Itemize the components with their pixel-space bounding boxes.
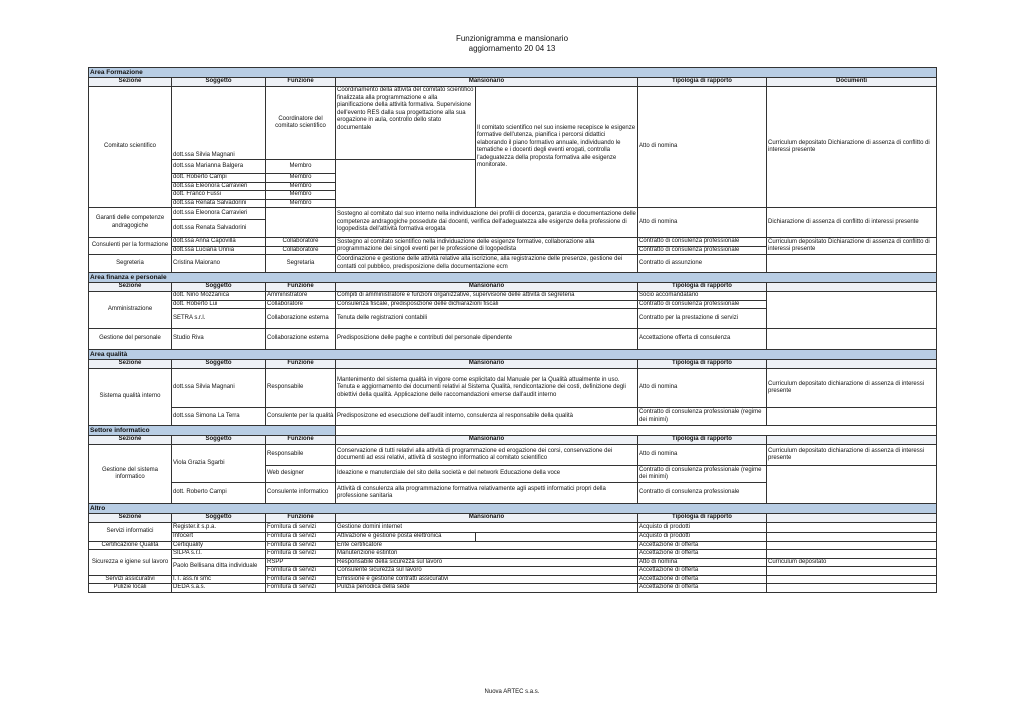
mansione-cell: Pulizia periodica della sede — [336, 584, 476, 593]
tipologia-cell: Contratto di consulenza professionale (regime dei minimi) — [638, 408, 767, 426]
soggetto-cell: dott.ssa Eleonora Carravieri — [172, 208, 266, 220]
tipologia-cell: Socio accomandatario — [638, 292, 767, 301]
mansione-cell: Responsabile della sicurezza sul lavoro — [336, 558, 476, 567]
tipologia-cell: Atto di nomina — [638, 445, 767, 466]
soggetto-cell: I.T. ass.ni smc — [172, 575, 266, 584]
header-sezione: Sezione — [89, 514, 172, 523]
soggetto-cell: dott.ssa Luciana Unnia — [172, 246, 266, 255]
tipologia-cell: Acquisto di prodotti — [638, 533, 767, 542]
header-funzione: Funzione — [266, 283, 336, 292]
tipologia-cell: Atto di nomina — [638, 558, 767, 567]
mansione-cell: Consulente sicurezza sul lavoro — [336, 567, 476, 576]
funzione-cell: Consulente informatico — [266, 483, 336, 504]
tipologia-cell: Accettazione di offerta — [638, 550, 767, 559]
funzione-cell: Responsabile — [266, 369, 336, 408]
empty-header — [767, 436, 937, 445]
mansione-cell: Attivazione e gestione posta elettronica — [336, 533, 476, 542]
soggetto-cell: dott.ssa Silvia Magnani — [172, 87, 266, 160]
mansione-cell: Tenuta delle registrazioni contabili — [336, 309, 638, 329]
soggetto-cell: Cristina Maiorano — [172, 255, 266, 273]
documenti-cell: Curriculum depositato Dichiarazione di assenza di conflitto di interessi presente — [767, 238, 937, 255]
documenti-cell — [767, 255, 937, 273]
soggetto-cell: dott.ssa Anna Capovilla — [172, 238, 266, 247]
funzione-cell: Fornitura di servizi — [266, 584, 336, 593]
tipologia-cell: Contratto di consulenza professionale — [638, 246, 767, 255]
header-tipologia: Tipologia di rapporto — [638, 360, 767, 369]
mansione-cell: Ideazione e manutenziale del sito della società e del network Educazione della voce — [336, 466, 638, 483]
sezione-cell: Certificazione Qualità — [89, 541, 172, 550]
header-mansionario: Mansionario — [336, 283, 638, 292]
header-row — [89, 514, 937, 523]
header-soggetto: Soggetto — [172, 436, 266, 445]
title-line-1: Funzionigramma e mansionario — [455, 34, 569, 43]
tipologia-cell: Contratto di assunzione — [638, 255, 767, 273]
table-row — [89, 238, 937, 247]
empty-cell — [767, 584, 937, 593]
sezione-cell: Comitato scientifico — [89, 87, 172, 208]
mansione-cell: Coordinamento della attività del comitato scientifico finalizzata alla programmazione e alla pianificazione della attività formativa. Supervisione dell'evento RES dalla sua progettazione alla sua erogazione in aula, controllo dello stato documentale — [336, 87, 476, 160]
mansione-cell: Consulenza fiscale, predisposizione delle dichiarazioni fiscali — [336, 300, 638, 309]
tipologia-cell: Contratto di consulenza professionale — [638, 300, 767, 309]
soggetto-cell: dott.ssa Simona La Terra — [172, 408, 266, 426]
soggetto-cell: dott.ssa Renata Salvadorini — [172, 199, 266, 208]
sezione-cell: Sicurezza e igiene sul lavoro — [89, 550, 172, 576]
soggetto-cell: SILPA s.r.l. — [172, 550, 266, 559]
soggetto-cell: dott. Roberto Lui — [172, 300, 266, 309]
soggetto-cell: Studio Riva — [172, 329, 266, 350]
header-funzione: Funzione — [266, 514, 336, 523]
soggetto-cell: dott. Roberto Campi — [172, 174, 266, 183]
empty-cell — [476, 584, 638, 593]
soggetto-cell: Paolo Bellisana ditta individuale — [172, 558, 266, 575]
sezione-cell: Segreteria — [89, 255, 172, 273]
funzione-cell: Membro — [266, 199, 336, 208]
area-row-qualita — [89, 350, 937, 360]
funzione-cell: Collaborazione esterna — [266, 309, 336, 329]
table-row — [89, 445, 937, 466]
mansione-cell: Il comitato scientifico nel suo insieme recepisce le esigenze formative dell'utenza, pianifica i percorsi didattici elaborando il piano formativo annuale, individuando le tematiche e i docenti degli eventi erogati, controlla l'adeguatezza della proposta formativa alle esigenze monitorate. — [476, 87, 638, 208]
empty-header — [767, 514, 937, 523]
header-mansionario: Mansionario — [336, 514, 638, 523]
soggetto-cell: SETRA s.r.l. — [172, 309, 266, 329]
empty-cell — [767, 575, 937, 584]
header-funzione: Funzione — [266, 360, 336, 369]
tipologia-cell: Contratto per la prestazione di servizi — [638, 309, 767, 329]
mansione-cell: Conservazione di tutti relativi alla attività di programmazione ed erogazione dei corsi, conservazione dei documenti ad essi relativi, attività di sostegno informatico al comitato scientifico — [336, 445, 638, 466]
mansione-cell: Mantenimento del sistema qualità in vigore come esplicitato dal Manuale per la Qualità attualmente in uso. Tenuta e aggiornamento dei documenti relativi al Sistema Qualità, rendicontazione dei costi, definizione degli obiettivi della qualità. Applicazione delle raccomandazioni emerse dall'audit interno — [336, 369, 638, 408]
table-row — [89, 87, 937, 160]
mansione-cell: Attività di consulenza alla programmazione formativa relativamente agli aspetti informatici propri della professione sanitaria — [336, 483, 638, 504]
header-row — [89, 283, 937, 292]
funzione-cell: Collaboratore — [266, 300, 336, 309]
area-title: Altro — [89, 504, 937, 514]
mansione-cell: Coordinazione e gestione delle attività relative alla iscrizione, alla registrazione delle presenze, gestione dei contatti col pubblico, predisposizione della documentazione ecm — [336, 255, 638, 273]
mansione-cell: Emissione e gestione contratti assicurativi — [336, 575, 476, 584]
table-row — [89, 369, 937, 408]
header-row — [89, 78, 937, 87]
tipologia-cell: Accettazione di offerta — [638, 584, 767, 593]
mansione-cell: Sostegno al comitato dal suo interno nella individuazione dei profili di docenza, garanzia e documentazione delle competenze andragogiche possedute dai docenti, verifica dell'adeguatezza alle esigenze della professione di logopedista dell'attività formativa erogata — [336, 208, 638, 238]
empty-cell — [767, 523, 937, 533]
header-sezione: Sezione — [89, 436, 172, 445]
header-funzione: Funzione — [266, 436, 336, 445]
header-tipologia: Tipologia di rapporto — [638, 283, 767, 292]
table-row — [89, 533, 937, 542]
area-row-informatico — [89, 426, 937, 436]
header-mansionario: Mansionario — [336, 78, 638, 87]
table-row — [89, 255, 937, 273]
soggetto-cell: dott.ssa Marianna Balgera — [172, 160, 266, 174]
sezione-cell: Sistema qualità interno — [89, 369, 172, 426]
header-sezione: Sezione — [89, 78, 172, 87]
funzione-cell: Amministratore — [266, 292, 336, 301]
mansione-cell: Compiti di amministratore e funzioni organizzative, supervisione delle attività di segreteria — [336, 292, 638, 301]
header-sezione: Sezione — [89, 283, 172, 292]
header-tipologia: Tipologia di rapporto — [638, 514, 767, 523]
header-mansionario: Mansionario — [336, 360, 638, 369]
soggetto-cell: Infocert — [172, 533, 266, 542]
funzione-cell: Segretaria — [266, 255, 336, 273]
tipologia-cell: Atto di nomina — [638, 369, 767, 408]
empty-cell — [767, 550, 937, 559]
table-row — [89, 329, 937, 350]
funzione-cell: Membro — [266, 182, 336, 191]
funzione-cell: Collaboratore — [266, 238, 336, 247]
header-sezione: Sezione — [89, 360, 172, 369]
funzione-cell: Fornitura di servizi — [266, 550, 336, 559]
table-row — [89, 292, 937, 301]
soggetto-cell: dott. Roberto Campi — [172, 483, 266, 504]
sezione-cell: Garanti delle competenze andragogiche — [89, 208, 172, 238]
empty-header — [767, 283, 937, 292]
empty-cell — [266, 208, 336, 238]
soggetto-cell: dott.ssa Silvia Magnani — [172, 369, 266, 408]
area-row-altro — [89, 504, 937, 514]
table-row — [89, 208, 937, 220]
sezione-cell: Pulizie locali — [89, 584, 172, 593]
page-title — [0, 34, 1024, 54]
sezione-cell: Gestione del sistema informatico — [89, 445, 172, 504]
empty-cell — [476, 558, 638, 567]
area-row-finanza — [89, 273, 937, 283]
header-documenti: Documenti — [767, 78, 937, 87]
soggetto-cell: DEDA s.a.s. — [172, 584, 266, 593]
empty-cell — [767, 466, 937, 504]
table-row — [89, 575, 937, 584]
sezione-cell: Amministrazione — [89, 292, 172, 329]
soggetto-cell: Viola Grazia Sgarbi — [172, 445, 266, 483]
empty-cell — [476, 523, 638, 533]
tipologia-cell: Accettazione offerta di consulenza — [638, 329, 767, 350]
header-funzione: Funzione — [266, 78, 336, 87]
funzione-cell: Fornitura di servizi — [266, 533, 336, 542]
documenti-cell: Dichiarazione di assenza di conflitto di interessi presente — [767, 208, 937, 238]
documenti-cell: Curriculum depositato dichiarazione di assenza di interessi presente — [767, 369, 937, 408]
empty-cell — [476, 567, 638, 576]
soggetto-cell: dott. Franco Fussi — [172, 191, 266, 200]
tipologia-cell: Contratto di consulenza professionale (regime dei minimi) — [638, 466, 767, 483]
tipologia-cell: Acquisto di prodotti — [638, 523, 767, 533]
table-row — [89, 523, 937, 533]
sezione-cell: Consulenti per la formazione — [89, 238, 172, 255]
mansione-cell: Ente certificatore — [336, 541, 476, 550]
funzione-cell: Fornitura di servizi — [266, 541, 336, 550]
empty-cell — [336, 426, 937, 436]
area-row-formazione — [89, 68, 937, 78]
empty-cell — [336, 160, 476, 208]
empty-cell — [476, 550, 638, 559]
tipologia-cell: Contratto di consulenza professionale — [638, 238, 767, 247]
table-row — [89, 550, 937, 559]
funzione-cell: RSPP — [266, 558, 336, 567]
empty-cell — [476, 575, 638, 584]
empty-cell — [767, 329, 937, 350]
funzione-cell: Responsabile — [266, 445, 336, 466]
header-tipologia: Tipologia di rapporto — [638, 436, 767, 445]
mansione-cell: Sostegno al comitato scientifico nella individuazione delle esigenze formative, collaborazione alla programmazione dei singoli eventi per le professione di logopedista — [336, 238, 638, 255]
mansione-cell: Manutenzione estintori — [336, 550, 476, 559]
funzione-cell: Collaborazione esterna — [266, 329, 336, 350]
header-soggetto: Soggetto — [172, 360, 266, 369]
documenti-cell: Curriculum depositato — [767, 558, 937, 567]
tipologia-cell: Accettazione di offerta — [638, 567, 767, 576]
funzione-cell: Web designer — [266, 466, 336, 483]
area-title: Area Formazione — [89, 68, 937, 78]
soggetto-cell: Register.it s.p.a. — [172, 523, 266, 533]
footer-text: Nuova ARTEC s.a.s. — [484, 689, 540, 695]
table-row — [89, 558, 937, 567]
empty-header — [767, 360, 937, 369]
table-row — [89, 584, 937, 593]
header-soggetto: Soggetto — [172, 78, 266, 87]
org-table — [88, 67, 937, 593]
tipologia-cell: Atto di nomina — [638, 208, 767, 238]
tipologia-cell: Accettazione di offerta — [638, 541, 767, 550]
area-title: Area finanza e personale — [89, 273, 937, 283]
funzione-cell: Collaboratore — [266, 246, 336, 255]
table-row — [89, 541, 937, 550]
area-title: Area qualità — [89, 350, 937, 360]
header-mansionario: Mansionario — [336, 436, 638, 445]
header-soggetto: Soggetto — [172, 283, 266, 292]
mansione-cell: Predisposizone ed esecuzione dell'audit interno, consulenza al responsabile della qualità — [336, 408, 638, 426]
empty-cell — [476, 533, 638, 542]
funzione-cell: Membro — [266, 160, 336, 174]
sezione-cell: Servizi assicurativi — [89, 575, 172, 584]
tipologia-cell: Atto di nomina — [638, 87, 767, 208]
documenti-cell: Curriculum depositato dichiarazione di assenza di interessi presente — [767, 445, 937, 466]
empty-cell — [767, 533, 937, 542]
mansione-cell: Gestione domini internet — [336, 523, 476, 533]
funzione-cell: Fornitura di servizi — [266, 567, 336, 576]
empty-cell — [767, 408, 937, 426]
documenti-cell: Curriculum depositato Dichiarazione di assenza di conflitto di interessi presente — [767, 87, 937, 208]
funzione-cell: Coordinatore del comitato scientifico — [266, 87, 336, 160]
soggetto-cell: dott.ssa Eleonora Carravieri — [172, 182, 266, 191]
funzione-cell: Consulente per la qualità — [266, 408, 336, 426]
soggetto-cell: dott.ssa Renata Salvadorini — [172, 220, 266, 238]
funzione-cell: Membro — [266, 191, 336, 200]
area-title: Settore informatico — [89, 426, 336, 436]
title-line-2: aggiornamento 20 04 13 — [468, 44, 556, 53]
empty-cell — [767, 541, 937, 550]
funzione-cell: Membro — [266, 174, 336, 183]
tipologia-cell: Accettazione di offerta — [638, 575, 767, 584]
mansione-cell: Predisposizione delle paghe e contributi del personale dipendente — [336, 329, 638, 350]
header-row — [89, 360, 937, 369]
table-row — [89, 408, 937, 426]
sezione-cell: Gestione del personale — [89, 329, 172, 350]
header-tipologia: Tipologia di rapporto — [638, 78, 767, 87]
empty-cell — [767, 567, 937, 576]
header-soggetto: Soggetto — [172, 514, 266, 523]
funzione-cell: Fornitura di servizi — [266, 523, 336, 533]
empty-cell — [476, 541, 638, 550]
sezione-cell: Servizi informatici — [89, 523, 172, 542]
tipologia-cell: Contratto di consulenza professionale — [638, 483, 767, 504]
soggetto-cell: Certiquality — [172, 541, 266, 550]
funzione-cell: Fornitura di servizi — [266, 575, 336, 584]
empty-cell — [767, 292, 937, 329]
soggetto-cell: dott. Nino Mozzanica — [172, 292, 266, 301]
header-row — [89, 436, 937, 445]
